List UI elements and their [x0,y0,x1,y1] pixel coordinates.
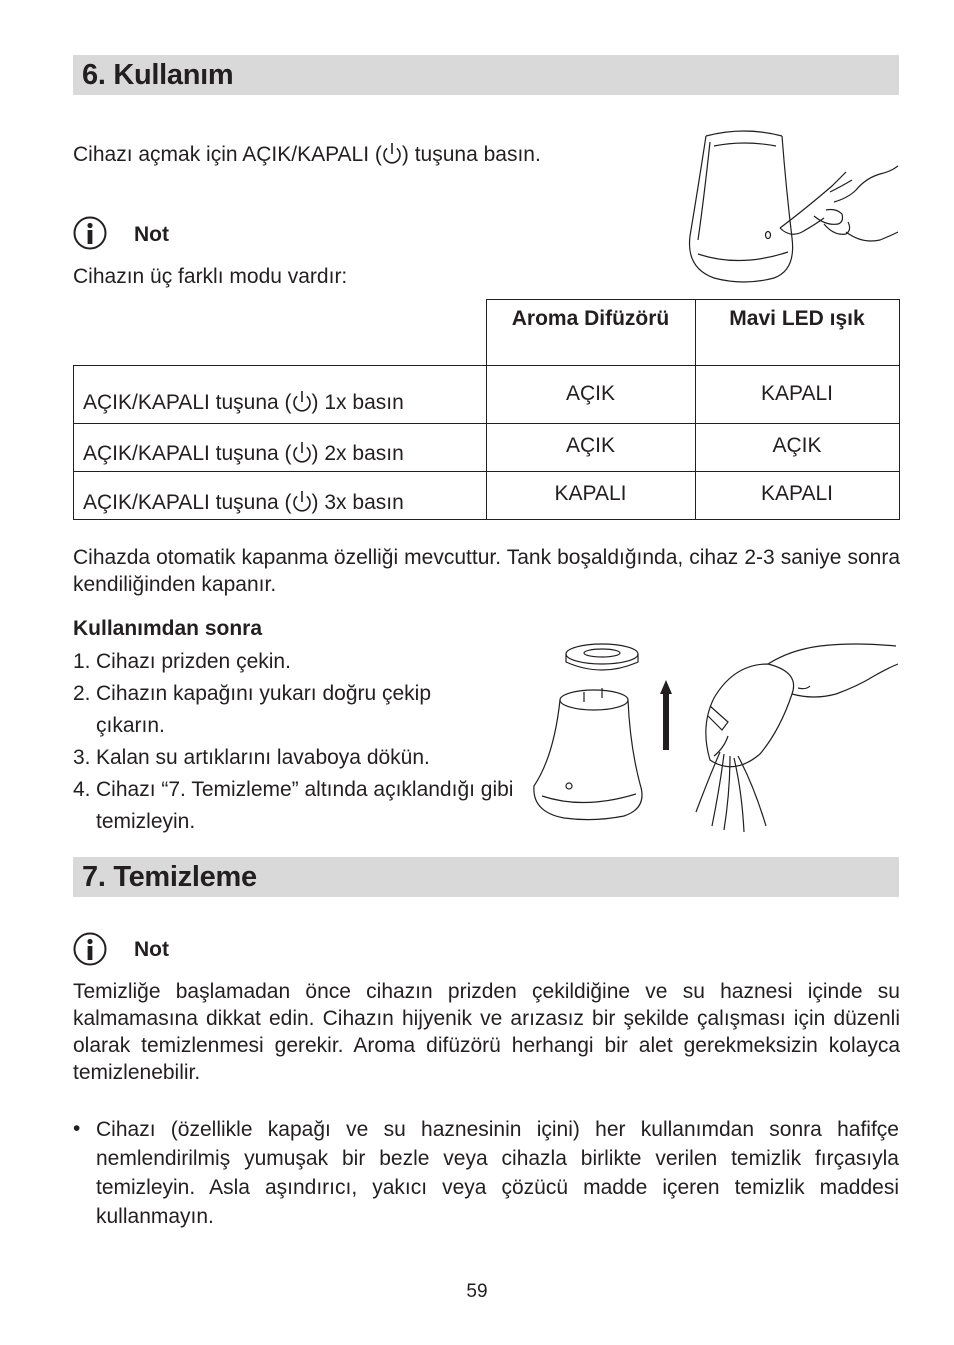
step-number: 1. [73,650,91,673]
modes-table [73,299,900,520]
modes-intro: Cihazın üç farklı modu vardır: [73,265,348,288]
section-7-heading: 7. Temizleme [82,861,257,893]
intro-text-before: Cihazı açmak için AÇIK/KAPALI ( [73,143,382,166]
table-row [74,472,900,520]
power-icon [382,142,402,166]
row-label [74,366,487,424]
list-item [73,678,476,742]
section-7-heading-band [73,857,899,897]
power-icon [292,441,312,465]
row-label-after: ) 3x basın [311,491,404,514]
info-icon [73,216,107,250]
cleaning-note-paragraph: Temizliğe başlamadan önce cihazın prizden çekildiğine ve su haznesi içinde su kalmamasına dikkat edin. Cihazın hijyenik ve arızasız bir şekilde çalışması için düzenli olarak temizlenmesi gerekir. Aroma difüzörü herhangi bir alet gerekmeksizin kolayca temizlenebilir. [73,980,900,1084]
note-label: Not [134,223,169,246]
row-label-before: AÇIK/KAPALI tuşuna ( [83,491,292,514]
cell-aroma: AÇIK [486,366,695,424]
row-label [74,472,487,520]
table-row [74,366,900,424]
power-icon [292,390,312,414]
cell-led: KAPALI [695,366,899,424]
list-item [73,742,513,774]
power-icon [292,490,312,514]
step-number: 2. [73,682,91,705]
step-text: Cihazın kapağını yukarı doğru çekip çıkarın. [96,682,432,737]
step-number: 3. [73,746,91,769]
info-icon [73,932,107,966]
row-label-before: AÇIK/KAPALI tuşuna ( [83,391,292,414]
list-item [73,774,516,838]
note-label: Not [134,938,169,961]
page-number: 59 [466,1281,488,1302]
row-label-before: AÇIK/KAPALI tuşuna ( [83,442,292,465]
device-press-button-illustration [684,128,900,286]
section-6-heading: 6. Kullanım [82,59,234,91]
table-row [74,424,900,472]
list-item [73,646,513,678]
step-number: 4. [73,778,91,801]
cleaning-bullet-text: Cihazı (özellikle kapağı ve su haznesinin içini) her kullanımdan sonra hafifçe nemlendirilmiş yumuşak bir bezle veya cihazla birlikte verilen temizlik fırçasıyla temizleyin. Asla aşındırıcı, yakıcı veya çözücü madde içeren temizlik maddesi kullanmayın. [96,1118,899,1228]
after-use-illustration [524,636,900,832]
header-led: Mavi LED ışık [695,300,899,366]
step-text: Cihazı prizden çekin. [96,650,291,673]
table-corner-cell [74,300,487,366]
row-label [74,424,487,472]
intro-text-after: ) tuşuna basın. [401,143,541,166]
section-6-heading-band [73,55,899,95]
cell-aroma: KAPALI [486,472,695,520]
intro-line [73,140,541,169]
row-label-after: ) 2x basın [311,442,404,465]
bullet-marker: • [73,1117,81,1140]
after-use-heading: Kullanımdan sonra [73,617,263,640]
step-text: Cihazı “7. Temizleme” altında açıklandığı gibi temizleyin. [96,778,514,833]
table-header-row [74,300,900,366]
cell-led: AÇIK [695,424,899,472]
step-text: Kalan su artıklarını lavaboya dökün. [96,746,430,769]
auto-off-paragraph: Cihazda otomatik kapanma özelliği mevcuttur. Tank boşaldığında, cihaz 2-3 saniye sonra kendiliğinden kapanır. [73,546,900,596]
header-aroma: Aroma Difüzörü [486,300,695,366]
cell-led: KAPALI [695,472,899,520]
after-use-list [73,646,513,838]
row-label-after: ) 1x basın [311,391,404,414]
cell-aroma: AÇIK [486,424,695,472]
